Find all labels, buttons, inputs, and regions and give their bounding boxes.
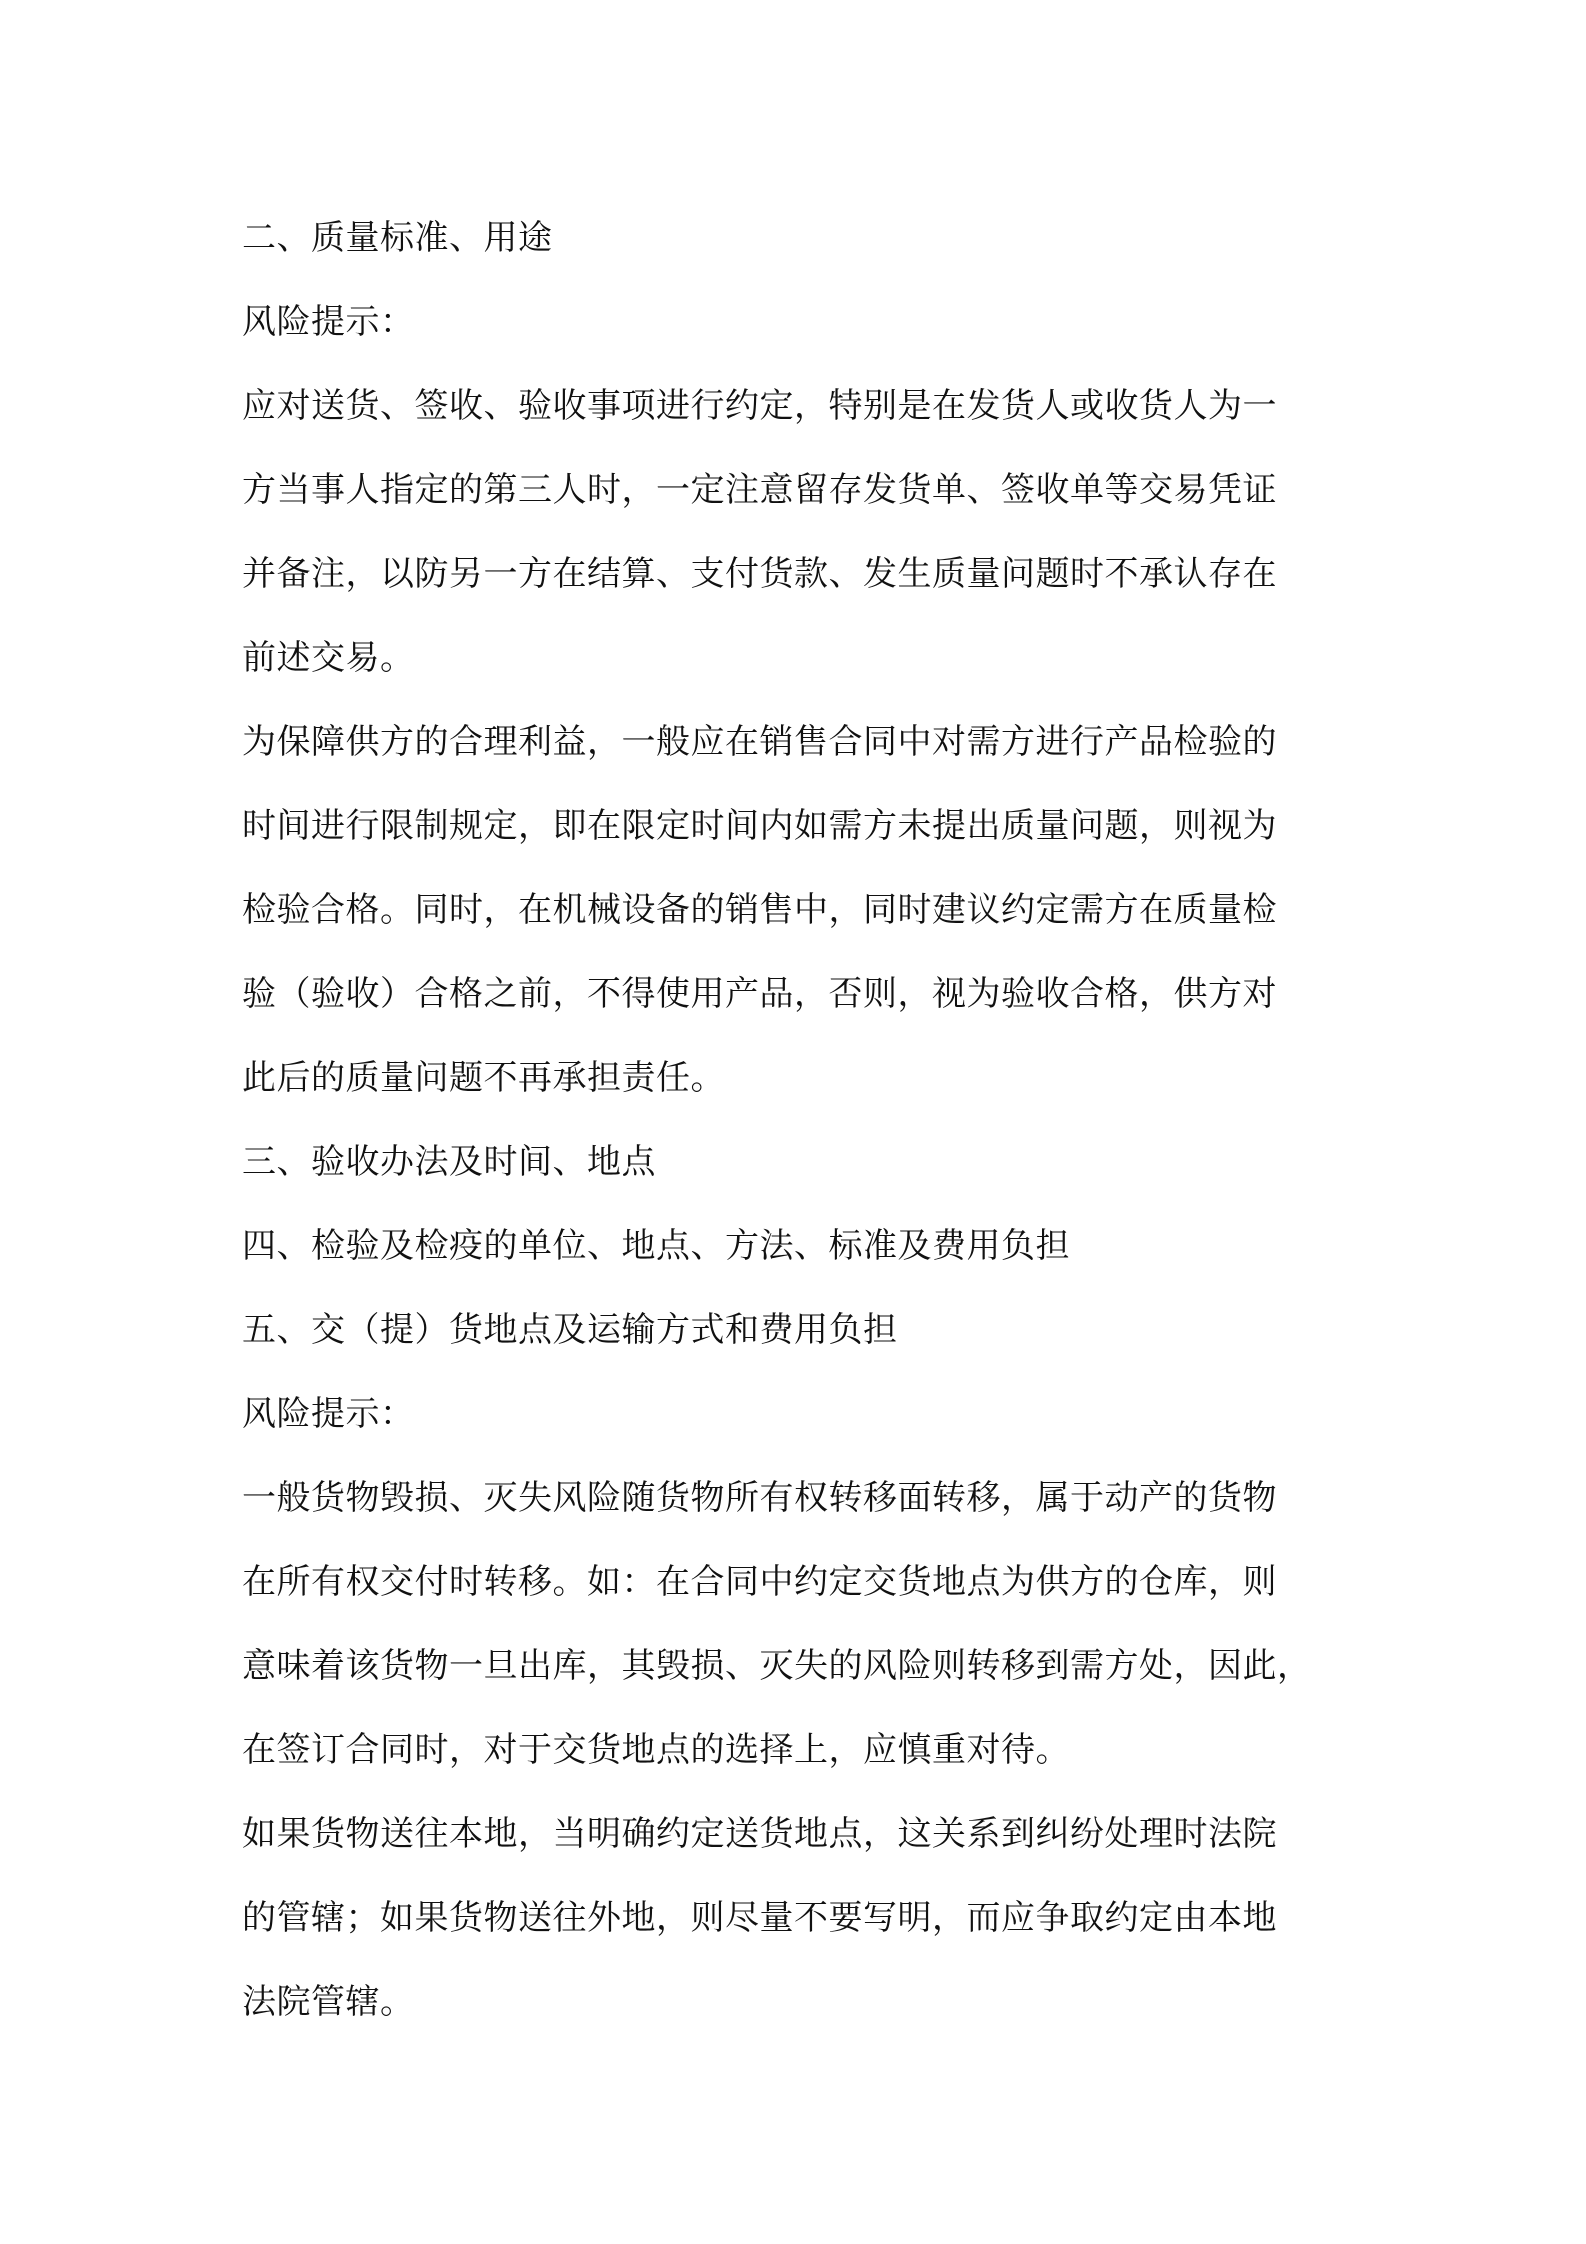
paragraph-line: 应对送货、签收、验收事项进行约定，特别是在发货人或收货人为一 bbox=[242, 386, 1277, 426]
paragraph-line: 验（验收）合格之前，不得使用产品，否则，视为验收合格，供方对 bbox=[242, 974, 1277, 1014]
paragraph-line: 方当事人指定的第三人时，一定注意留存发货单、签收单等交易凭证 bbox=[242, 470, 1277, 510]
section-heading-inspection: 四、检验及检疫的单位、地点、方法、标准及费用负担 bbox=[242, 1226, 1070, 1266]
risk-label: 风险提示： bbox=[242, 302, 415, 342]
paragraph-line: 为保障供方的合理利益，一般应在销售合同中对需方进行产品检验的 bbox=[242, 722, 1277, 762]
section-heading-delivery: 五、交（提）货地点及运输方式和费用负担 bbox=[242, 1310, 898, 1350]
paragraph-line: 的管辖；如果货物送往外地，则尽量不要写明，而应争取约定由本地 bbox=[242, 1898, 1277, 1938]
risk-label: 风险提示： bbox=[242, 1394, 415, 1434]
document-body bbox=[242, 196, 1356, 2044]
paragraph-line: 如果货物送往本地，当明确约定送货地点，这关系到纠纷处理时法院 bbox=[242, 1814, 1277, 1854]
section-heading-acceptance: 三、验收办法及时间、地点 bbox=[242, 1142, 656, 1182]
section-heading-quality: 二、质量标准、用途 bbox=[242, 218, 553, 258]
paragraph-line: 检验合格。同时，在机械设备的销售中，同时建议约定需方在质量检 bbox=[242, 890, 1277, 930]
paragraph-line: 意味着该货物一旦出库，其毁损、灭失的风险则转移到需方处，因此， bbox=[242, 1646, 1312, 1686]
paragraph-line: 在所有权交付时转移。如：在合同中约定交货地点为供方的仓库，则 bbox=[242, 1562, 1277, 1602]
paragraph-line: 并备注，以防另一方在结算、支付货款、发生质量问题时不承认存在 bbox=[242, 554, 1277, 594]
paragraph-line: 法院管辖。 bbox=[242, 1982, 415, 2022]
paragraph-line: 前述交易。 bbox=[242, 638, 415, 678]
paragraph-line: 时间进行限制规定，即在限定时间内如需方未提出质量问题，则视为 bbox=[242, 806, 1277, 846]
paragraph-line: 在签订合同时，对于交货地点的选择上，应慎重对待。 bbox=[242, 1730, 1070, 1770]
paragraph-line: 一般货物毁损、灭失风险随货物所有权转移面转移，属于动产的货物 bbox=[242, 1478, 1277, 1518]
paragraph-line: 此后的质量问题不再承担责任。 bbox=[242, 1058, 725, 1098]
